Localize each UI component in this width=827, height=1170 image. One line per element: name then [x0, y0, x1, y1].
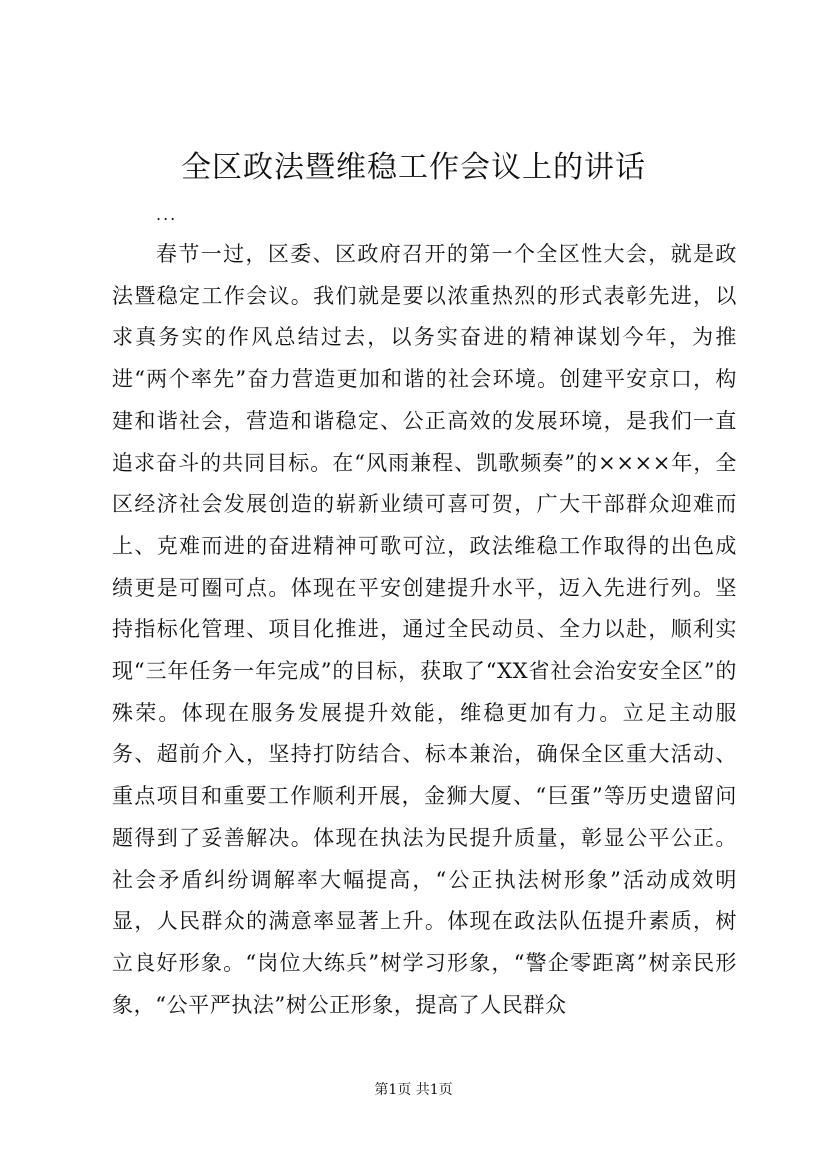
document-title: 全区政法暨维稳工作会议上的讲话 — [181, 150, 646, 185]
body-paragraph: 春节一过，区委、区政府召开的第一个全区性大会，就是政法暨稳定工作会议。我们就是要以浓重热烈的形式表彰先进，以求真务实的作风总结过去，以务实奋进的精神谋划今年，为推进“两个率先”奋力营造更加和谐的社会环境。创建平安京口，构建和谐社会，营造和谐稳定、公正高效的发展环境，是我们一直追求奋斗的共同目标。在“风雨兼程、凯歌频奏”的××××年，全区经济社会发展创造的崭新业绩可喜可贺，广大干部群众迎难而上、克难而进的奋进精神可歌可泣，政法维稳工作取得的出色成绩更是可圈可点。体现在平安创建提升水平，迈入先进行列。坚持指标化管理、项目化推进，通过全民动员、全力以赴，顺利实现“三年任务一年完成”的目标，获取了“XX省社会治安安全区”的殊荣。体现在服务发展提升效能，维稳更加有力。立足主动服务、超前介入，坚持打防结合、标本兼治，确保全区重大活动、重点项目和重要工作顺利开展，金狮大厦、“巨蛋”等历史遗留问题得到了妥善解决。体现在执法为民提升质量，彰显公平公正。社会矛盾纠纷调解率大幅提高，“公正执法树形象”活动成效明显，人民群众的满意率显著上升。体现在政法队伍提升素质，树立良好形象。“岗位大练兵”树学习形象，“警企零距离”树亲民形象，“公平严执法”树公正形象，提高了人民群众 — [112, 242, 737, 1017]
page-footer: 第1页 共1页 — [374, 1082, 453, 1098]
ellipsis-marker: ... — [156, 205, 178, 224]
